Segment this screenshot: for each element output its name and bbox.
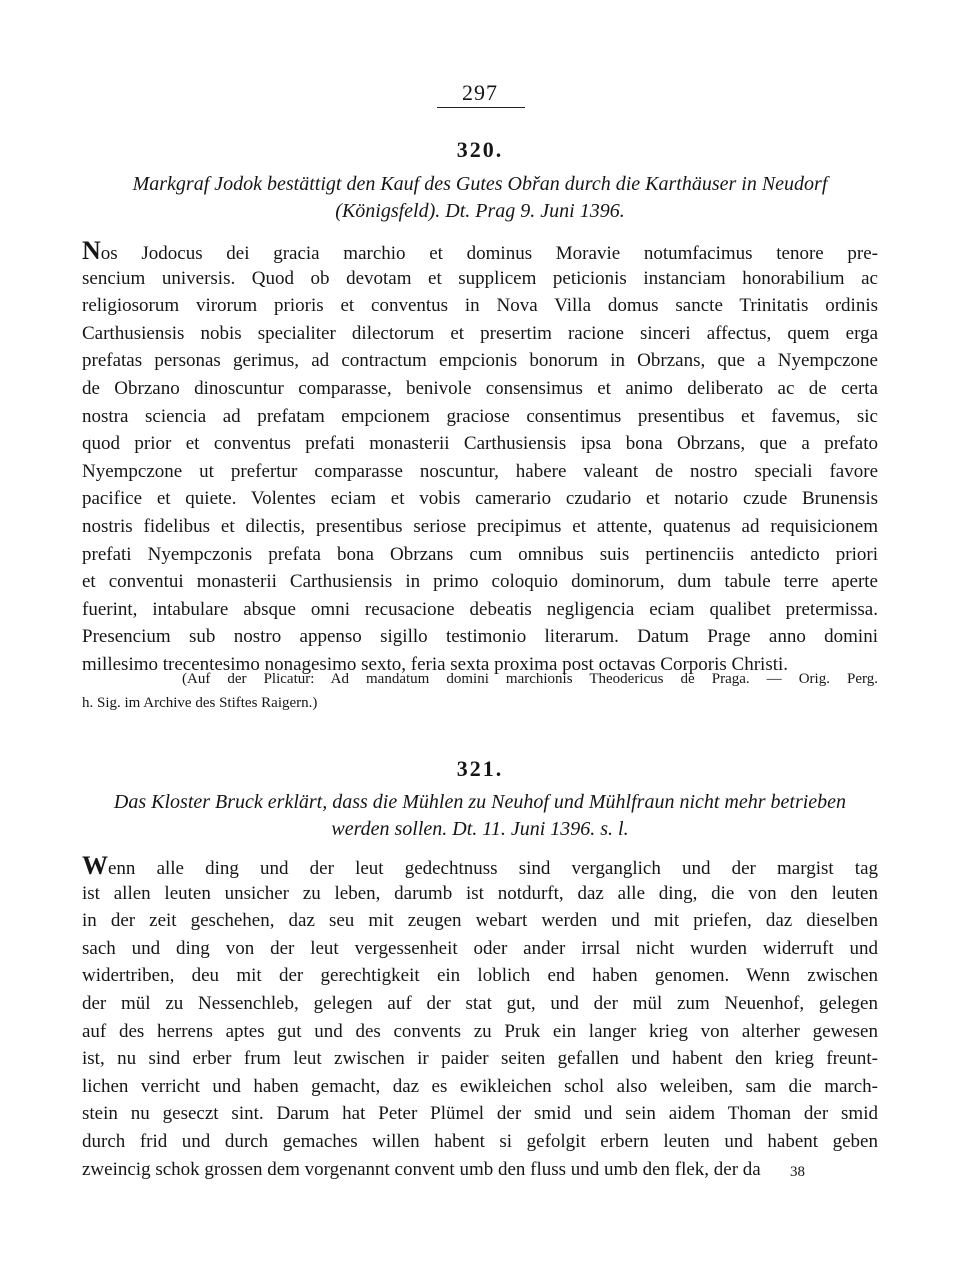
text-line bbox=[82, 852, 878, 880]
initial-letter: N bbox=[82, 236, 101, 265]
text-line: lichen verricht und haben gemacht, daz es ewikleichen schol also weleiben, sam die march- bbox=[82, 1075, 878, 1097]
text-line: fuerint, intabulare absque omni recusacione debeatis negligencia eciam qualibet pretermissa. bbox=[82, 598, 878, 620]
text-line: stein nu geseczt sint. Darum hat Peter Plümel der smid und sein aidem Thoman der smid bbox=[82, 1103, 878, 1125]
text-line: sencium universis. Quod ob devotam et supplicem peticionis instanciam honorabilium ac bbox=[82, 267, 878, 289]
body-text-320 bbox=[82, 237, 878, 679]
sheet-signature: 38 bbox=[790, 1164, 805, 1180]
text-line: quod prior et conventus prefati monasterii Carthusiensis ipsa bona Obrzans, que a prefato bbox=[82, 433, 878, 455]
page-number: 297 bbox=[462, 80, 498, 105]
text-line: der mül zu Nessenchleb, gelegen auf der stat gut, und der mül zum Neuenhof, gelegen bbox=[82, 992, 878, 1014]
heading-line: (Königsfeld). Dt. Prag 9. Juni 1396. bbox=[335, 200, 625, 222]
archival-note-320 bbox=[82, 667, 878, 715]
text-line: prefatas personas gerimus, ad contractum empcionis bonorum in Obrzans, que a Nyempczone bbox=[82, 350, 878, 372]
text-line: nostris fidelibus et dilectis, presentibus seriose precipimus et attente, quatenus ad requisicionem bbox=[82, 515, 878, 537]
heading-320 bbox=[82, 171, 878, 225]
text-line: auf des herrens aptes gut und des convents zu Pruk ein langer krieg von alterher gewesen bbox=[82, 1020, 878, 1042]
text-line: widertriben, deu mit der gerechtigkeit ein loblich end haben genomen. Wenn zwischen bbox=[82, 965, 878, 987]
text-line: millesimo trecentesimo nonagesimo sexto, feria sexta proxima post octavas Corporis Christi. bbox=[82, 653, 789, 675]
note-line: h. Sig. im Archive des Stiftes Raigern.) bbox=[82, 695, 318, 711]
heading-line: Das Kloster Bruck erklärt, dass die Mühlen zu Neuhof und Mühlfraun nicht mehr betrieben bbox=[113, 791, 847, 813]
document-number-321: 321. bbox=[456, 756, 504, 781]
text-line: Presencium sub nostro appenso sigillo testimonio literarum. Datum Prage anno domini bbox=[82, 626, 878, 648]
page-number-rule bbox=[437, 107, 525, 108]
heading-line: werden sollen. Dt. 11. Juni 1396. s. l. bbox=[331, 818, 629, 840]
text-line: de Obrzano dinoscuntur comparasse, benivole consensimus et animo deliberato ac de certa bbox=[82, 377, 878, 399]
text-line: religiosorum virorum prioris et conventus in Nova Villa domus sancte Trinitatis ordinis bbox=[82, 295, 878, 317]
text-line: ist, nu sind erber frum leut zwischen ir paider seiten gefallen und habent den krieg freunt- bbox=[82, 1048, 878, 1070]
heading-321 bbox=[82, 789, 878, 843]
heading-line: Markgraf Jodok bestättigt den Kauf des Gutes Obřan durch die Karthäuser in Neudorf bbox=[132, 173, 828, 195]
text-line-content: enn alle ding und der leut gedechtnuss sind verganglich und der margist tag bbox=[108, 858, 878, 879]
text-line: ist allen leuten unsicher zu leben, darumb ist notdurft, daz alle ding, die von den leuten bbox=[82, 882, 878, 904]
text-line: sach und ding von der leut vergessenheit oder ander irrsal nicht wurden widerruft und bbox=[82, 937, 878, 959]
body-text-321 bbox=[82, 852, 878, 1183]
text-line: pacifice et quiete. Volentes eciam et vobis camerario czudario et notario czude Brunensis bbox=[82, 488, 878, 510]
note-line: (Auf der Plicatur: Ad mandatum domini marchionis Theodericus de Praga. — Orig. Perg. bbox=[182, 671, 878, 687]
text-line: in der zeit geschehen, daz seu mit zeugen webart werden und mit priefen, daz dieselben bbox=[82, 910, 878, 932]
text-line: nostra sciencia ad prefatam empcionem graciose consentimus presentibus et favemus, sic bbox=[82, 405, 878, 427]
text-line bbox=[82, 237, 878, 265]
text-line: et conventui monasterii Carthusiensis in primo coloquio dominorum, dum tabule terre aperte bbox=[82, 571, 878, 593]
text-line: Carthusiensis nobis specialiter dilectorum et presertim racione sinceri affectus, quem erga bbox=[82, 322, 878, 344]
text-line-content: os Jodocus dei gracia marchio et dominus Moravie notumfacimus tenore pre- bbox=[100, 243, 878, 264]
text-line: prefati Nyempczonis prefata bona Obrzans cum omnibus suis pertinenciis antedicto priori bbox=[82, 543, 878, 565]
text-line: zweincig schok grossen dem vorgenannt convent umb den fluss und umb den flek, der da bbox=[82, 1158, 761, 1180]
initial-letter: W bbox=[82, 851, 108, 880]
text-line: Nyempczone ut prefertur comparasse noscuntur, habere valeant de nostro speciali favore bbox=[82, 460, 878, 482]
document-number-320: 320. bbox=[456, 137, 504, 162]
text-line: durch frid und durch gemaches willen habent si gefolgit erbern leuten und habent geben bbox=[82, 1130, 878, 1152]
